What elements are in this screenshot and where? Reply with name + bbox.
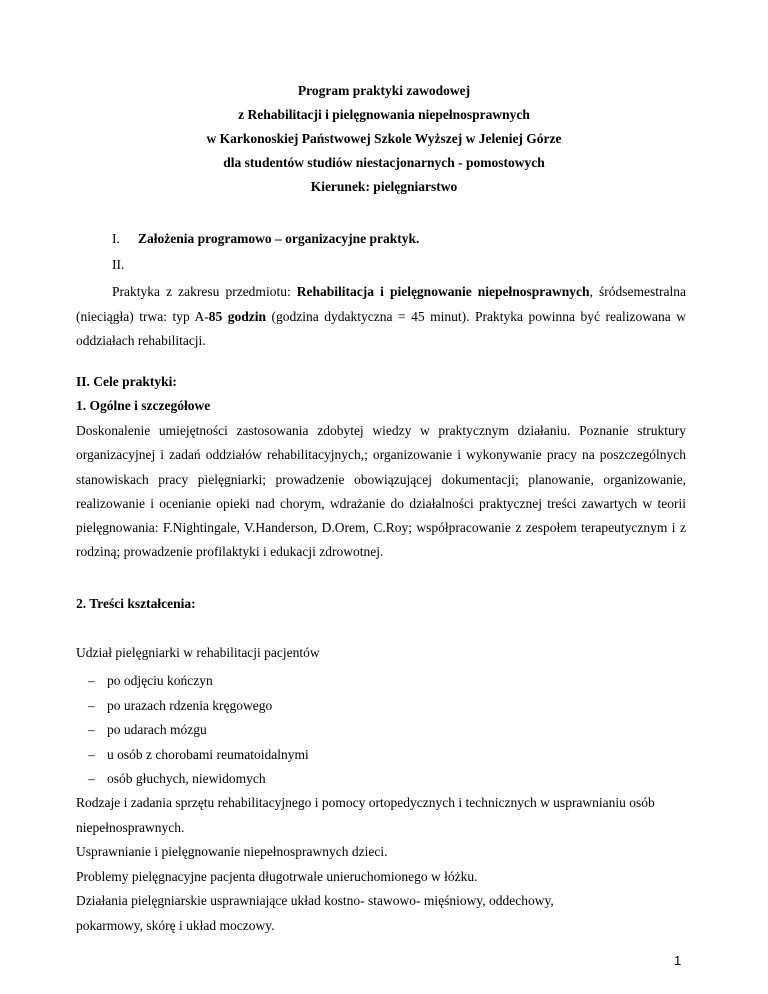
goals-heading: II. Cele praktyki: <box>76 374 177 389</box>
title-line-5: Kierunek: pielęgniarstwo <box>310 179 458 194</box>
goals-paragraph: Doskonalenie umiejętności zastosowania zdobytej wiedzy w praktycznym działaniu. Poznanie struktury organizacyjnej i zadań oddziałów rehabilitacyjnych,; organizowanie i wykonywanie pracy na poszczególnych stanowiskach pracy pielęgniarki; prowadzenie obowiązującej dokumentacji; planowanie, organizowanie, realizowanie i ocenianie opieki nad chorym, wdrażanie do działalności praktycznej treści zawartych w teorii pielęgnowania: F.Nightingale, V.Handerson, D.Orem, C.Roy; współpracowanie z zespołem terapeutycznym i z rodziną; prowadzenie profilaktyki i edukacji zdrowotnej. <box>76 423 686 560</box>
document-title <box>0 79 768 199</box>
list-bullet: – <box>88 697 95 713</box>
content-heading: 2. Treści kształcenia: <box>76 596 196 611</box>
intro-part-2: , śródsemestralna (nieciągła) trwa: typ A- <box>76 284 686 324</box>
nursing-actions-line-2: pokarmowy, skórę i układ moczowy. <box>76 917 275 933</box>
title-line-2: z Rehabilitacji i pielęgnowania niepełnosprawnych <box>238 107 530 122</box>
list-bullet: – <box>88 771 95 786</box>
section-1-number: I. <box>112 231 120 246</box>
title-line-3: w Karkonoskiej Państwowej Szkole Wyższej w Jeleniej Górze <box>206 131 562 146</box>
equipment-paragraph: Rodzaje i zadania sprzętu rehabilitacyjnego i pomocy ortopedycznych i technicznych w usprawnianiu osób niepełnosprawnych. <box>76 795 655 835</box>
nursing-actions-line-1: Działania pielęgniarskie usprawniające układ kostno- stawowo- mięśniowy, oddechowy, <box>76 893 554 908</box>
title-line-1: Program praktyki zawodowej <box>297 83 471 98</box>
children-paragraph: Usprawnianie i pielęgnowanie niepełnosprawnych dzieci. <box>76 844 388 859</box>
section-2-number: II. <box>112 257 125 272</box>
list-bullet: – <box>88 746 95 762</box>
intro-part-3: (godzina dydaktyczna = 45 minut). Praktyka powinna być realizowana w oddziałach rehabilitacji. <box>76 308 686 348</box>
section-1-title: Założenia programowo – organizacyjne praktyk. <box>138 231 420 246</box>
list-bullet: – <box>88 722 95 737</box>
title-line-4: dla studentów studiów niestacjonarnych - pomostowych <box>223 155 545 170</box>
content-paragraphs <box>76 791 688 938</box>
hours-value: 85 godzin <box>208 308 267 324</box>
list-item-text: po odjęciu kończyn <box>107 673 213 688</box>
goals-subheading: 1. Ogólne i szczegółowe <box>76 398 211 413</box>
intro-part-1: Praktyka z zakresu przedmiotu: <box>112 284 297 299</box>
intro-paragraph <box>76 280 686 354</box>
list-bullet: – <box>88 673 95 688</box>
content-intro: Udział pielęgniarki w rehabilitacji pacjentów <box>76 645 320 660</box>
list-item-text: u osób z chorobami reumatoidalnymi <box>107 746 309 762</box>
goals-heading-block <box>76 370 210 418</box>
list-item-text: po udarach mózgu <box>107 722 207 737</box>
immobilized-paragraph: Problemy pielęgnacyjne pacjenta długotrwale unieruchomionego w łóżku. <box>76 868 478 884</box>
page-number: 1 <box>674 953 682 968</box>
list-item-text: osób głuchych, niewidomych <box>107 771 266 786</box>
list-item-text: po urazach rdzenia kręgowego <box>107 697 273 713</box>
subject-name: Rehabilitacja i pielęgnowanie niepełnosprawnych <box>296 284 590 299</box>
